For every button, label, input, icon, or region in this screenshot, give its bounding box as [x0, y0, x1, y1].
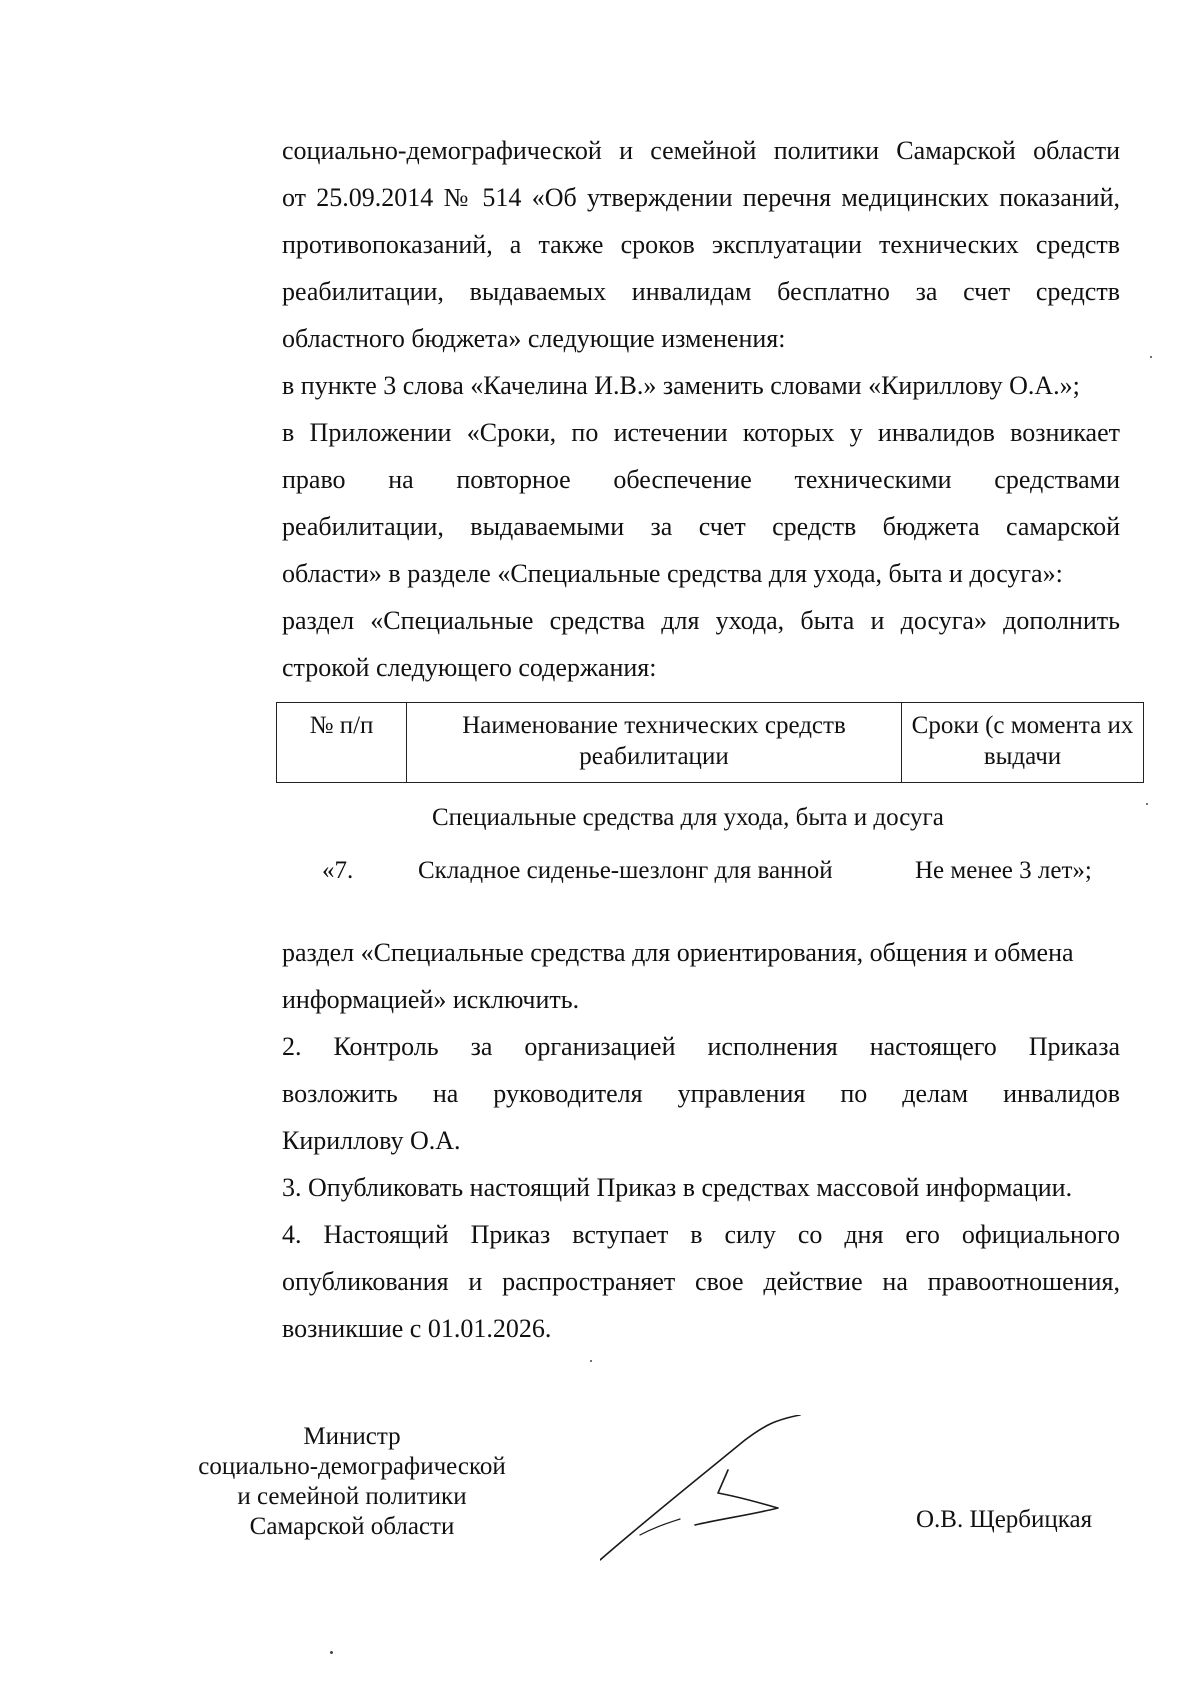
handwritten-signature — [600, 1415, 810, 1565]
signatory-title — [180, 1422, 524, 1542]
header-table — [276, 702, 1144, 783]
text-line: возложить на руководителя управления по делам инвалидов — [282, 1079, 1120, 1108]
text-line: противопоказаний, а также сроков эксплуатации технических средств — [282, 230, 1120, 259]
paragraph-2: в пункте 3 слова «Качелина И.В.» заменить словами «Кириллову О.А.»; — [282, 371, 1080, 400]
paragraph-4 — [282, 606, 1120, 636]
scan-speck — [330, 1651, 333, 1654]
scan-speck — [1150, 356, 1152, 358]
title-line: Самарской области — [249, 1513, 455, 1540]
scan-speck — [1146, 803, 1148, 805]
title-line: Министр — [303, 1423, 401, 1450]
row-name: Складное сиденье-шезлонг для ванной — [418, 857, 833, 884]
text-line: право на повторное обеспечение техническими средствами — [282, 465, 1120, 494]
section-heading: Специальные средства для ухода, быта и досуга — [432, 804, 944, 831]
text-line: реабилитации, выдаваемых инвалидам бесплатно за счет средств — [282, 277, 1120, 306]
signatory-name: О.В. Щербицкая — [916, 1506, 1093, 1533]
text-line: возникшие с 01.01.2026. — [282, 1314, 552, 1343]
text-line: информацией» исключить. — [282, 985, 580, 1014]
text-line: социально-демографической и семейной политики Самарской области — [282, 136, 1120, 165]
text-line: от 25.09.2014 № 514 «Об утверждении перечня медицинских показаний, — [282, 183, 1120, 212]
paragraph-6 — [282, 1032, 1120, 1109]
paragraph-5: раздел «Специальные средства для ориентирования, общения и обмена — [282, 938, 1074, 967]
text-line: строкой следующего содержания: — [282, 653, 657, 682]
paragraph-7: 3. Опубликовать настоящий Приказ в средствах массовой информации. — [282, 1173, 1073, 1202]
paragraph-1 — [282, 136, 1120, 324]
header-cell-term: Сроки (с момента их выдачи — [902, 703, 1144, 783]
scan-speck — [590, 1360, 592, 1362]
header-cell-number: № п/п — [277, 703, 407, 783]
header-cell-name: Наименование технических средств реабилитации — [407, 703, 902, 783]
text-line: реабилитации, выдаваемыми за счет средств бюджета самарской — [282, 512, 1120, 541]
text-line: опубликования и распространяет свое действие на правоотношения, — [282, 1267, 1120, 1296]
text-line: раздел «Специальные средства для ухода, быта и досуга» дополнить — [282, 606, 1120, 635]
row-term: Не менее 3 лет»; — [915, 857, 1092, 884]
text-line: 2. Контроль за организацией исполнения настоящего Приказа — [282, 1032, 1120, 1061]
title-line: и семейной политики — [237, 1483, 467, 1510]
title-line: социально-демографической — [198, 1453, 506, 1480]
text-line: области» в разделе «Специальные средства для ухода, быта и досуга»: — [282, 559, 1063, 588]
text-line: Кириллову О.А. — [282, 1126, 461, 1155]
text-line: областного бюджета» следующие изменения: — [282, 324, 786, 353]
row-number: «7. — [322, 857, 354, 884]
text-line: 4. Настоящий Приказ вступает в силу со дня его официального — [282, 1220, 1120, 1249]
paragraph-3 — [282, 418, 1120, 559]
text-line: в Приложении «Сроки, по истечении которых у инвалидов возникает — [282, 418, 1120, 447]
paragraph-8 — [282, 1220, 1120, 1297]
